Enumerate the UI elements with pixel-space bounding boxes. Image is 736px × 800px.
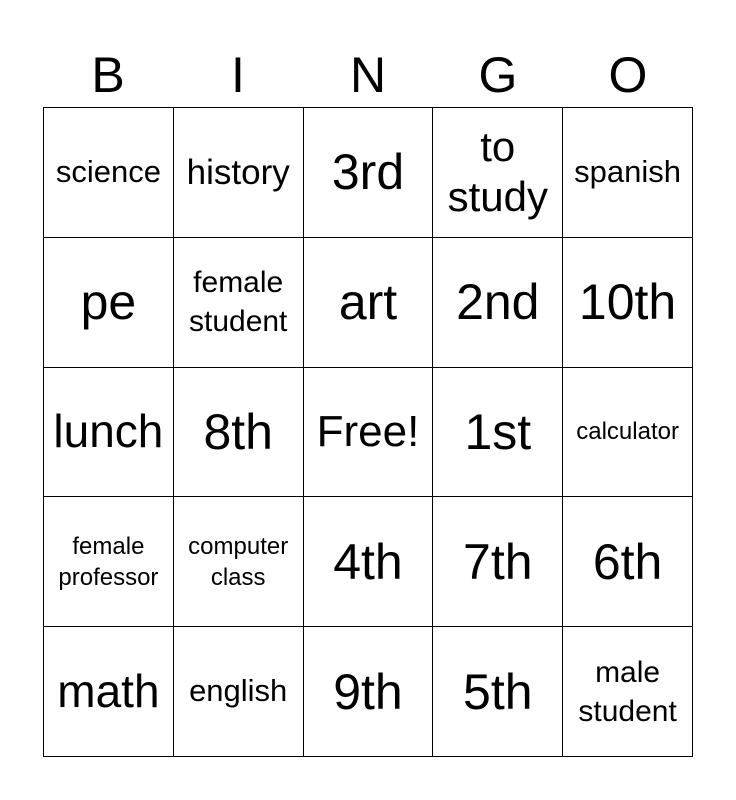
cell-label: 1st <box>464 403 532 460</box>
bingo-cell-r2c1[interactable] <box>44 238 174 368</box>
bingo-cell-r4c3[interactable] <box>304 497 434 627</box>
cell-label: 8th <box>203 403 273 460</box>
bingo-cell-r3c5[interactable] <box>563 368 693 498</box>
cell-label: female professor <box>58 532 159 591</box>
bingo-cell-r2c4[interactable] <box>433 238 563 368</box>
bingo-cell-r5c1[interactable] <box>44 627 174 757</box>
bingo-cell-r4c1[interactable] <box>44 497 174 627</box>
bingo-cell-r1c4[interactable] <box>433 108 563 238</box>
bingo-cell-r4c2[interactable] <box>174 497 304 627</box>
cell-label: computer class <box>188 532 289 591</box>
cell-label: female student <box>188 266 288 339</box>
bingo-cell-r2c2[interactable] <box>174 238 304 368</box>
cell-label: 7th <box>463 533 533 590</box>
bingo-grid <box>43 107 693 757</box>
bingo-cell-r1c5[interactable] <box>563 108 693 238</box>
cell-label: 4th <box>333 533 403 590</box>
bingo-cell-r3c4[interactable] <box>433 368 563 498</box>
bingo-cell-r3c2[interactable] <box>174 368 304 498</box>
header-letter-g: G <box>478 47 518 103</box>
cell-label: history <box>186 152 290 192</box>
cell-label: 3rd <box>331 144 405 201</box>
cell-label: 2nd <box>456 274 540 331</box>
bingo-cell-r1c2[interactable] <box>174 108 304 238</box>
cell-label: pe <box>80 274 137 331</box>
bingo-cell-r3c3[interactable] <box>304 368 434 498</box>
cell-label: math <box>57 664 160 717</box>
bingo-header <box>43 42 693 108</box>
header-letter-i: I <box>231 47 245 103</box>
cell-label: english <box>189 673 288 709</box>
cell-label: spanish <box>574 154 682 190</box>
cell-label: science <box>55 154 161 190</box>
bingo-cell-r4c5[interactable] <box>563 497 693 627</box>
cell-label: 9th <box>333 663 403 720</box>
header-letter-n: N <box>349 47 387 103</box>
bingo-cell-r2c3[interactable] <box>304 238 434 368</box>
cell-label: art <box>338 274 398 331</box>
header-letter-b: B <box>91 47 125 103</box>
bingo-cell-r4c4[interactable] <box>433 497 563 627</box>
bingo-cell-r1c1[interactable] <box>44 108 174 238</box>
cell-label: male student <box>578 655 677 728</box>
cell-label: Free! <box>316 407 420 457</box>
bingo-cell-r3c1[interactable] <box>44 368 174 498</box>
bingo-cell-r5c5[interactable] <box>563 627 693 757</box>
cell-label: 6th <box>592 533 663 590</box>
cell-label: to study <box>447 123 548 221</box>
cell-label: lunch <box>53 405 164 458</box>
cell-label: 10th <box>578 274 677 331</box>
bingo-cell-r5c2[interactable] <box>174 627 304 757</box>
bingo-cell-r2c5[interactable] <box>563 238 693 368</box>
cell-label: 5th <box>463 663 533 720</box>
bingo-cell-r5c3[interactable] <box>304 627 434 757</box>
bingo-cell-r1c3[interactable] <box>304 108 434 238</box>
header-letter-o: O <box>608 47 648 103</box>
cell-label: calculator <box>576 418 679 446</box>
bingo-cell-r5c4[interactable] <box>433 627 563 757</box>
